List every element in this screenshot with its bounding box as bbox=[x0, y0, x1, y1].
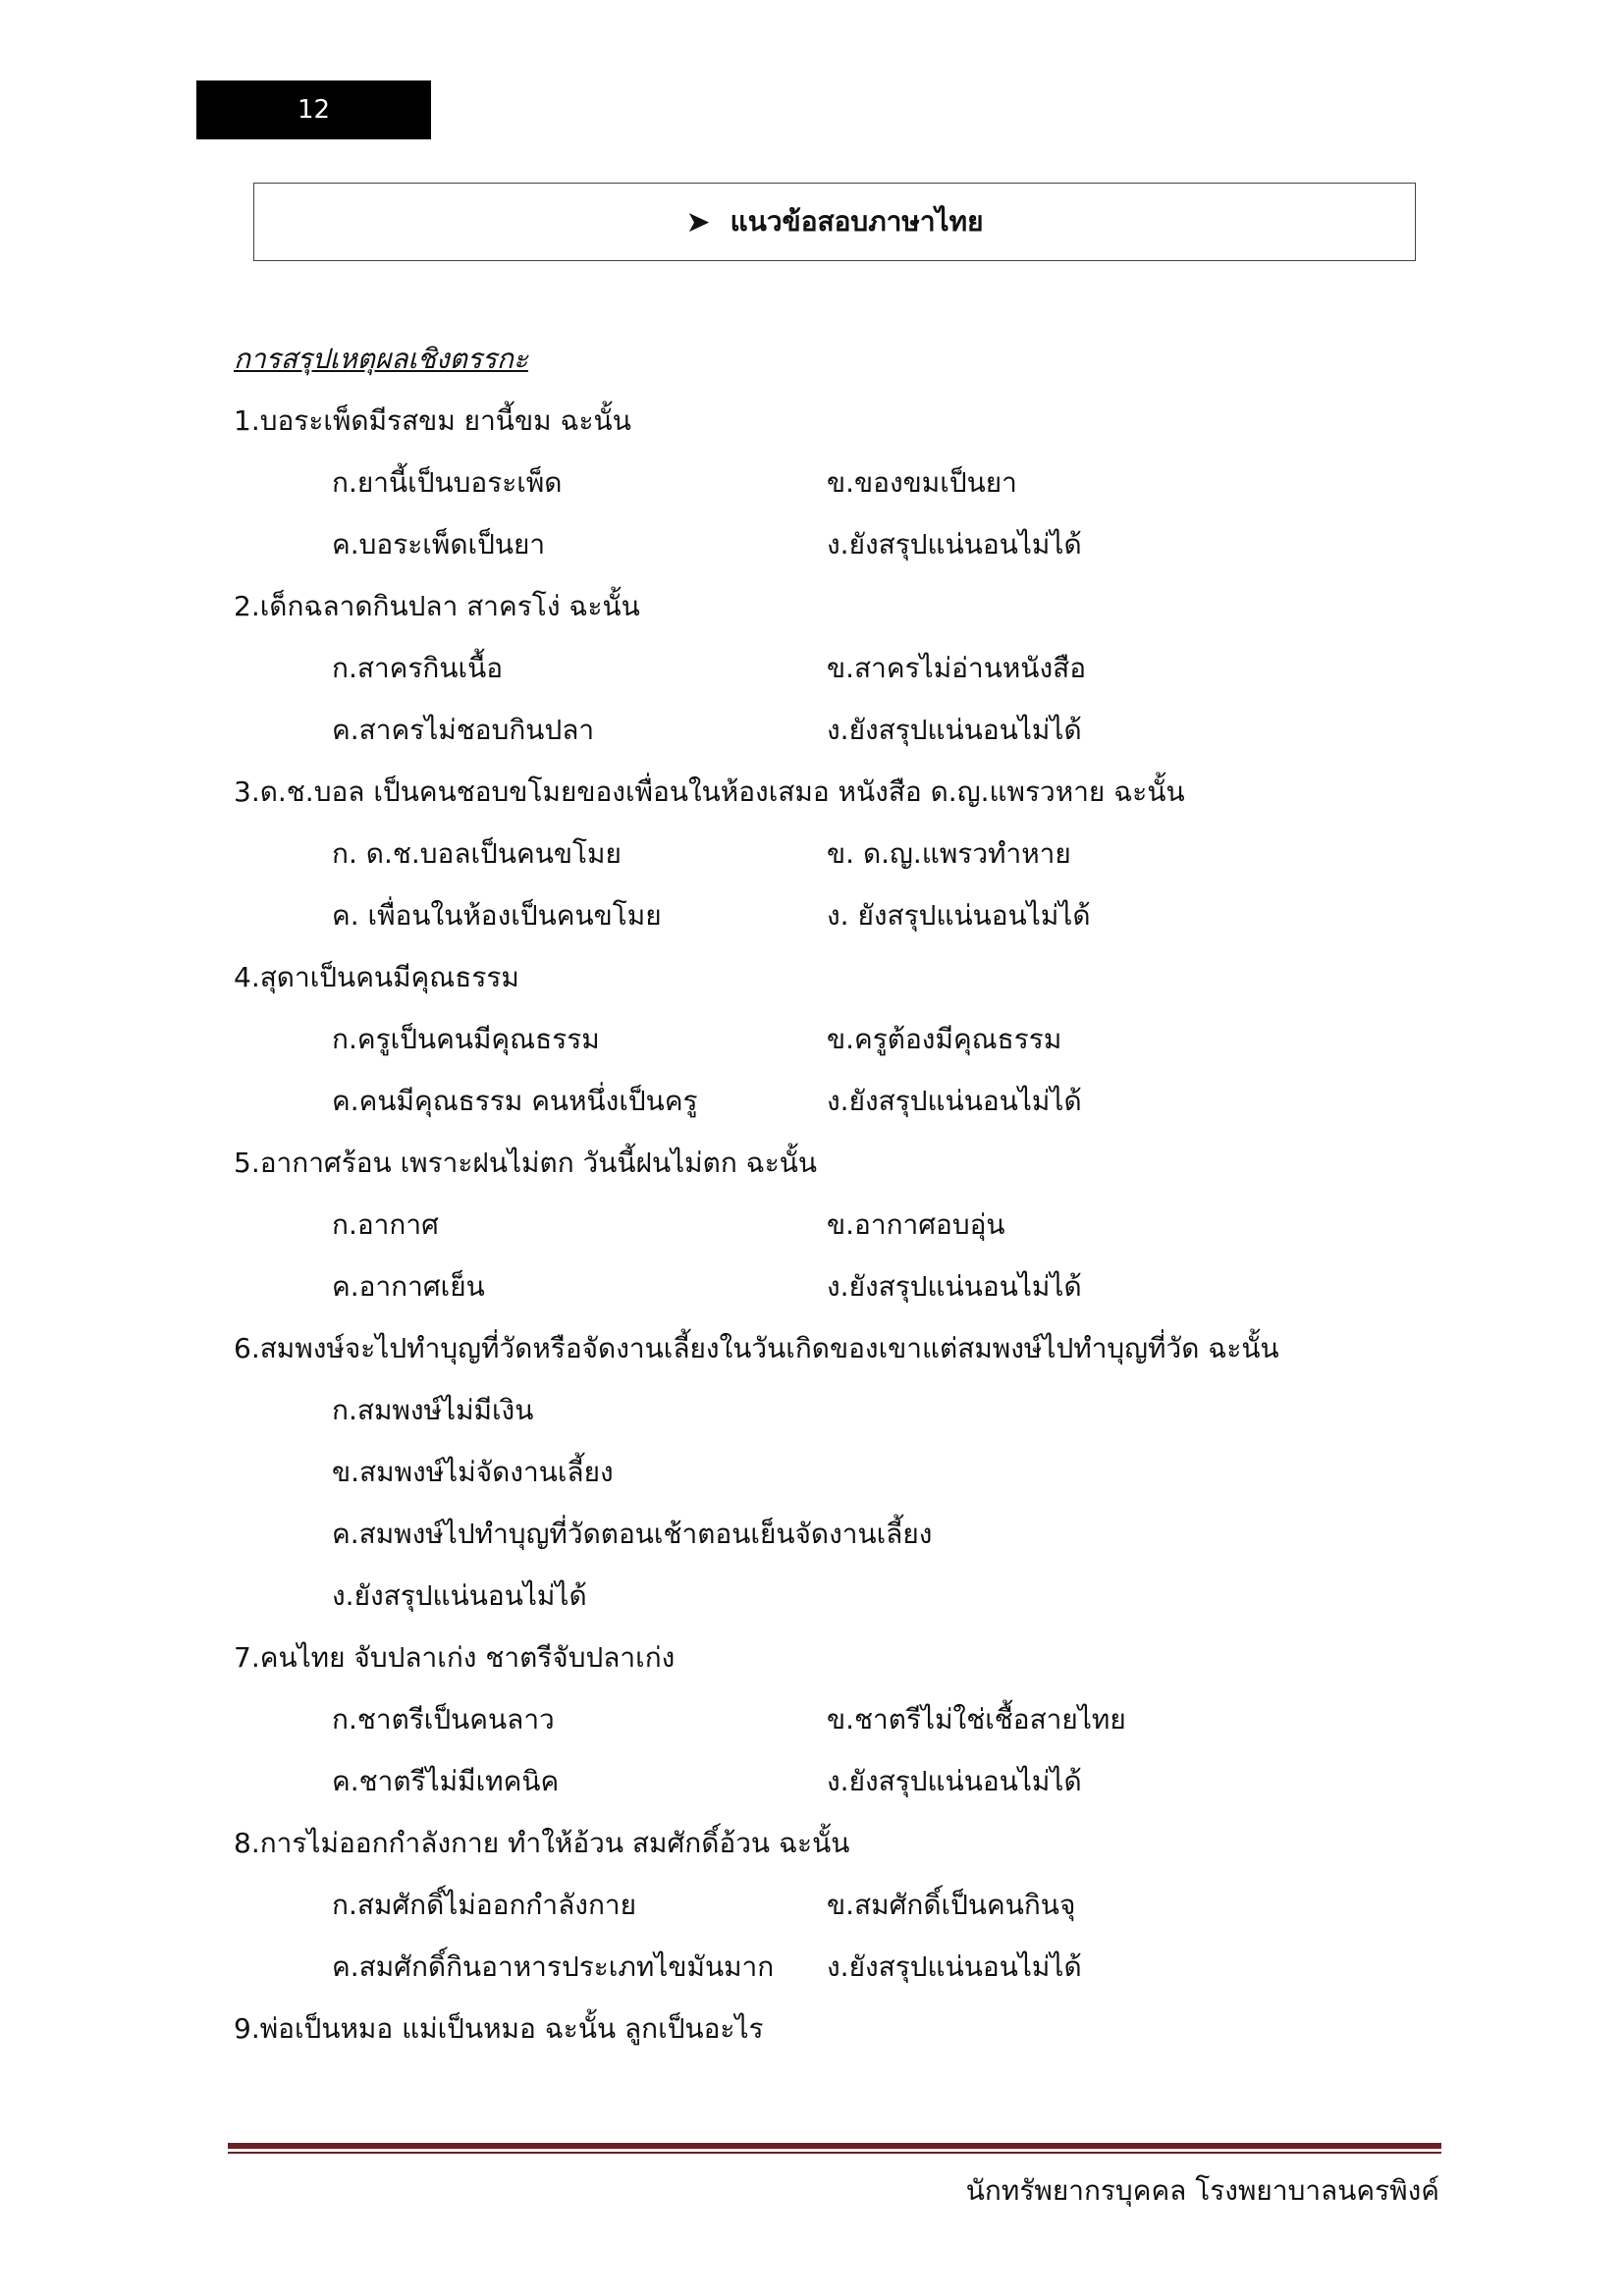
choice-row bbox=[234, 1688, 1412, 1750]
arrow-bullet-icon: ➤ bbox=[685, 204, 711, 240]
choice-d: ง.ยังสรุปแน่นอนไม่ได้ bbox=[827, 1270, 1082, 1303]
question-5: 5.อากาศร้อน เพราะฝนไม่ตก วันนี้ฝนไม่ตก ฉะนั้น bbox=[234, 1147, 818, 1179]
choice-d: ง.ยังสรุปแน่นอนไม่ได้ bbox=[827, 1950, 1082, 1983]
section-title-box bbox=[253, 183, 1416, 261]
choice-b: ข.ครูต้องมีคุณธรรม bbox=[827, 1023, 1062, 1055]
choice-c: ค.อากาศเย็น bbox=[332, 1270, 485, 1303]
choice-row bbox=[234, 1194, 1412, 1255]
choice-b: ข.สมศักดิ์เป็นคนกินจุ bbox=[827, 1889, 1076, 1921]
subheading: การสรุปเหตุผลเชิงตรรกะ bbox=[234, 343, 528, 375]
footer-divider bbox=[228, 2143, 1441, 2149]
choice-a: ก.สมศักดิ์ไม่ออกกำลังกาย bbox=[332, 1889, 637, 1921]
question-1: 1.บอระเพ็ดมีรสขม ยานี้ขม ฉะนั้น bbox=[234, 404, 631, 437]
choice-a: ก.ครูเป็นคนมีคุณธรรม bbox=[332, 1023, 600, 1055]
choice-c: ค.บอระเพ็ดเป็นยา bbox=[332, 528, 546, 561]
choice-row bbox=[234, 1255, 1412, 1317]
choice-row bbox=[234, 513, 1412, 575]
choice-b: ข.อากาศอบอุ่น bbox=[827, 1208, 1005, 1241]
choice-d: ง. ยังสรุปแน่นอนไม่ได้ bbox=[827, 899, 1091, 932]
question-list bbox=[234, 328, 1412, 2059]
question-4: 4.สุดาเป็นคนมีคุณธรรม bbox=[234, 961, 519, 993]
question-6: 6.สมพงษ์จะไปทำบุญที่วัดหรือจัดงานเลี้ยงในวันเกิดของเขาแต่สมพงษ์ไปทำบุญที่วัด ฉะนั้น bbox=[234, 1332, 1279, 1364]
choice-row bbox=[234, 823, 1412, 884]
choice-a: ก.สมพงษ์ไม่มีเงิน bbox=[332, 1394, 534, 1426]
choice-a: ก.สาครกินเนื้อ bbox=[332, 652, 504, 684]
choice-row bbox=[234, 637, 1412, 699]
choice-row bbox=[234, 884, 1412, 946]
choice-c: ค.สมศักดิ์กินอาหารประเภทไขมันมาก bbox=[332, 1950, 775, 1983]
choice-b: ข.สาครไม่อ่านหนังสือ bbox=[827, 652, 1087, 684]
choice-c: ค.สมพงษ์ไปทำบุญที่วัดตอนเช้าตอนเย็นจัดงานเลี้ยง bbox=[332, 1518, 933, 1550]
question-7: 7.คนไทย จับปลาเก่ง ชาตรีจับปลาเก่ง bbox=[234, 1641, 676, 1674]
choice-d: ง.ยังสรุปแน่นอนไม่ได้ bbox=[827, 1765, 1082, 1797]
choice-row bbox=[234, 1750, 1412, 1812]
question-2: 2.เด็กฉลาดกินปลา สาครโง่ ฉะนั้น bbox=[234, 590, 640, 622]
choice-a: ก.อากาศ bbox=[332, 1208, 439, 1241]
choice-a: ก. ด.ช.บอลเป็นคนขโมย bbox=[332, 837, 622, 870]
choice-d: ง.ยังสรุปแน่นอนไม่ได้ bbox=[332, 1579, 587, 1612]
choice-b: ข.ชาตรีไม่ใช่เชื้อสายไทย bbox=[827, 1703, 1126, 1735]
choice-b: ข.ของขมเป็นยา bbox=[827, 466, 1017, 499]
choice-a: ก.ชาตรีเป็นคนลาว bbox=[332, 1703, 555, 1735]
choice-row bbox=[234, 1936, 1412, 1998]
choice-b: ข.สมพงษ์ไม่จัดงานเลี้ยง bbox=[332, 1456, 614, 1488]
question-8: 8.การไม่ออกกำลังกาย ทำให้อ้วน สมศักดิ์อ้วน ฉะนั้น bbox=[234, 1827, 850, 1859]
choice-d: ง.ยังสรุปแน่นอนไม่ได้ bbox=[827, 1085, 1082, 1117]
choice-row bbox=[234, 699, 1412, 761]
choice-row bbox=[234, 1070, 1412, 1132]
choice-b: ข. ด.ญ.แพรวทำหาย bbox=[827, 837, 1071, 870]
footer-divider-thin bbox=[228, 2152, 1441, 2154]
choice-row bbox=[234, 452, 1412, 513]
section-title: แนวข้อสอบภาษาไทย bbox=[730, 205, 984, 238]
choice-c: ค.สาครไม่ชอบกินปลา bbox=[332, 714, 595, 746]
choice-row bbox=[234, 1874, 1412, 1936]
footer-text: นักทรัพยากรบุคคล โรงพยาบาลนครพิงค์ bbox=[965, 2174, 1439, 2207]
question-3: 3.ด.ช.บอล เป็นคนชอบขโมยของเพื่อนในห้องเสมอ หนังสือ ด.ญ.แพรวหาย ฉะนั้น bbox=[234, 775, 1185, 808]
choice-row bbox=[234, 1008, 1412, 1070]
choice-a: ก.ยานี้เป็นบอระเพ็ด bbox=[332, 466, 563, 499]
choice-d: ง.ยังสรุปแน่นอนไม่ได้ bbox=[827, 714, 1082, 746]
choice-d: ง.ยังสรุปแน่นอนไม่ได้ bbox=[827, 528, 1082, 561]
choice-c: ค.คนมีคุณธรรม คนหนึ่งเป็นครู bbox=[332, 1085, 698, 1117]
choice-c: ค. เพื่อนในห้องเป็นคนขโมย bbox=[332, 899, 662, 932]
choice-c: ค.ชาตรีไม่มีเทคนิค bbox=[332, 1765, 560, 1797]
page-number: 12 bbox=[196, 80, 431, 139]
question-9: 9.พ่อเป็นหมอ แม่เป็นหมอ ฉะนั้น ลูกเป็นอะไร bbox=[234, 2012, 764, 2045]
